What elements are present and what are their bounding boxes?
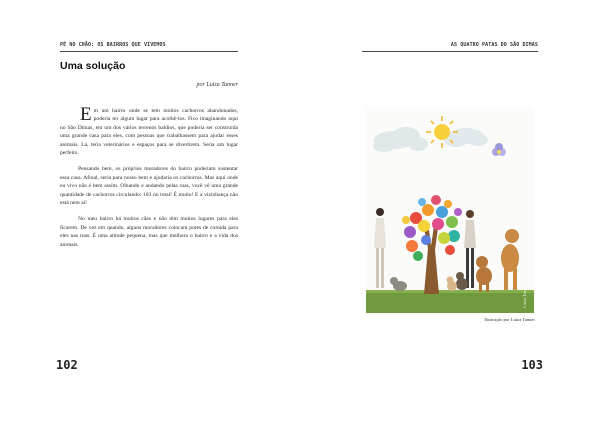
page-number-left: 102 xyxy=(56,358,78,372)
flower-icon xyxy=(492,143,506,156)
chapter-title: Uma solução xyxy=(60,60,126,72)
cloud-icon xyxy=(444,128,488,147)
header-rule-left xyxy=(60,51,238,52)
dog-icon xyxy=(476,256,492,292)
header-rule-right xyxy=(362,51,538,52)
illustration-signature: Luiza Tanner xyxy=(522,284,527,308)
dog-icon xyxy=(501,229,519,290)
running-head-right: AS QUATRO PATAS DO SÃO DIMAS xyxy=(450,42,538,48)
body-text xyxy=(60,104,238,257)
paragraph-2: Pensando bem, os próprios moradores do bairro poderiam sustentar essa casa. Afinal, seria para nosso bem e ajudaria os cachorros. Mas aqui onde eu vivo não é bem assim. Olhando e andando pelas ruas, você vê uma grande quantidade de cachorros circulando: 183 no total! É muito! E a vizinhança não está nem aí! xyxy=(60,166,238,207)
dropcap: E xyxy=(80,104,92,125)
running-head-left: PÉ NO CHÃO: OS BAIRROS QUE VIVEMOS xyxy=(60,42,166,48)
person-icon xyxy=(464,210,476,288)
grass xyxy=(366,292,534,313)
paragraph-3: No meu bairro há muitos cães e não têm muitos lugares para eles ficarem. De vez em quando, alguns moradores colocam potes de comida para eles nas ruas. É uma atitude pequena, mas que melhora o bairro e a vida dos animais. xyxy=(60,216,238,248)
paragraph-1-text: m um bairro onde se tem muitos cachorros abandonados, poderia ter algum lugar para acolhê-los. Fico imaginando aqui no São Dimas, em um dos vários terrenos baldios, que poderia ser construída uma grande casa para eles, com pessoas que trabalhassem para ajudar esses animais. Lá, teria veterinários e espaços para se divertirem. Seria um lugar perfeito. xyxy=(60,108,238,157)
dog-icon xyxy=(447,277,458,292)
page-number-right: 103 xyxy=(521,358,543,372)
byline: por Luiza Tanner xyxy=(196,82,238,88)
illustration xyxy=(366,108,534,313)
dog-icon xyxy=(390,277,407,291)
paragraph-1 xyxy=(60,104,238,157)
person-icon xyxy=(374,208,386,288)
illustration-drawing xyxy=(366,108,534,313)
illustration-caption: Ilustração por Luiza Tanner xyxy=(484,317,535,322)
cloud-icon xyxy=(373,127,428,152)
